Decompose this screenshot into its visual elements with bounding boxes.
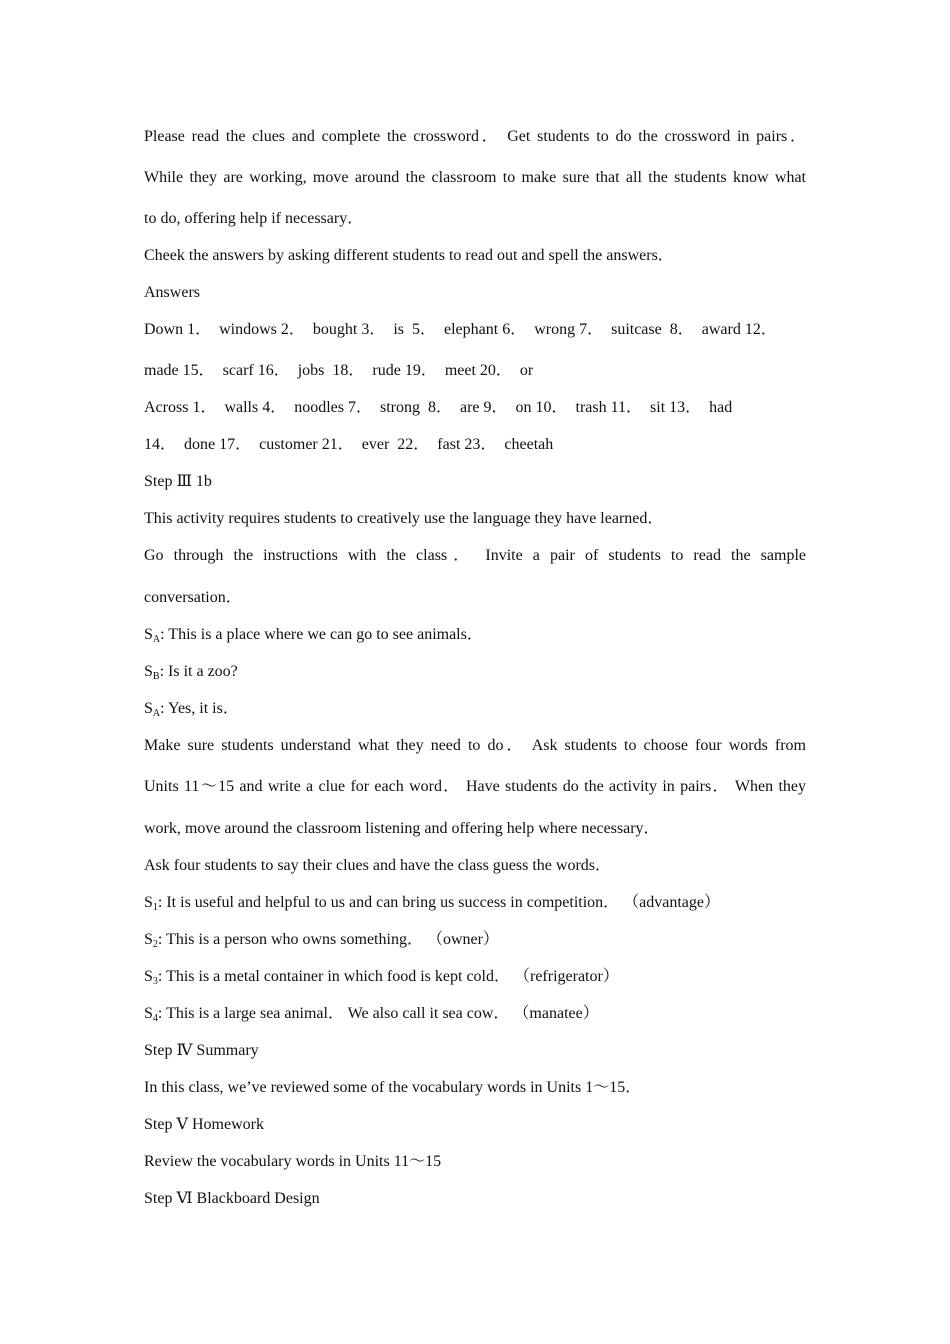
paragraph-line: Make sure students understand what they need to do． Ask students to choose four words from — [144, 737, 806, 754]
dialogue-text: : This is a place where we can go to see animals． — [160, 626, 483, 643]
step-heading: Step Ⅵ Blackboard Design — [144, 1190, 320, 1207]
answers-across-line: 14． done 17． customer 21． ever 22． fast 23． cheetah — [144, 436, 554, 453]
paragraph-line: Cheek the answers by asking different students to read out and spell the answers． — [144, 247, 674, 264]
paragraph-line: conversation． — [144, 589, 242, 606]
dialogue-line — [144, 662, 806, 682]
speaker: S — [144, 626, 153, 643]
speaker-subscript: A — [152, 708, 161, 719]
answers-heading: Answers — [144, 284, 200, 301]
speaker-subscript: A — [152, 634, 161, 645]
paragraph-line: While they are working, move around the classroom to make sure that all the students know what — [144, 169, 806, 186]
paragraph-line: to do, offering help if necessary． — [144, 210, 364, 227]
speaker-subscript: 1 — [152, 902, 158, 913]
speaker-subscript: 4 — [152, 1013, 158, 1024]
speaker: S — [144, 663, 153, 680]
step-heading: Step Ⅴ Homework — [144, 1116, 264, 1133]
speaker: S — [144, 700, 153, 717]
clue-line — [144, 893, 806, 913]
speaker: S — [144, 894, 153, 911]
answers-down-line: Down 1． windows 2． bought 3． is 5． elephant 6． wrong 7． suitcase 8． award 12． — [144, 321, 777, 338]
answers-across-line: Across 1． walls 4． noodles 7． strong 8． are 9． on 10． trash 11． sit 13． had — [144, 399, 733, 416]
speaker-subscript: 3 — [152, 976, 158, 987]
paragraph-line: In this class, we’ve reviewed some of the vocabulary words in Units 1～15． — [144, 1079, 642, 1096]
paragraph-line: Ask four students to say their clues and have the class guess the words． — [144, 857, 612, 874]
speaker: S — [144, 1005, 153, 1022]
clue-text: : This is a person who owns something． （owner） — [157, 931, 499, 948]
clue-line — [144, 930, 806, 950]
paragraph-line: Please read the clues and complete the crossword． Get students to do the crossword in pairs． — [144, 128, 807, 145]
clue-line — [144, 967, 806, 987]
clue-text: : This is a large sea animal． We also call it sea cow． （manatee） — [157, 1005, 599, 1022]
dialogue-line — [144, 699, 806, 719]
speaker-subscript: B — [152, 671, 160, 682]
answers-down-line: made 15． scarf 16． jobs 18． rude 19． meet 20． or — [144, 362, 534, 379]
dialogue-text: : Yes, it is． — [160, 700, 239, 717]
speaker: S — [144, 931, 153, 948]
step-heading: Step Ⅳ Summary — [144, 1042, 259, 1059]
dialogue-text: : Is it a zoo? — [159, 663, 238, 680]
paragraph-line: Units 11～15 and write a clue for each word． Have students do the activity in pairs． When they — [144, 778, 806, 795]
clue-text: : This is a metal container in which food is kept cold． （refrigerator） — [157, 968, 619, 985]
speaker-subscript: 2 — [152, 939, 158, 950]
clue-line — [144, 1004, 806, 1024]
speaker: S — [144, 968, 153, 985]
paragraph-line: Go through the instructions with the class． Invite a pair of students to read the sample — [144, 547, 806, 564]
paragraph-line: work, move around the classroom listening and offering help where necessary． — [144, 820, 660, 837]
dialogue-line — [144, 625, 806, 645]
clue-text: : It is useful and helpful to us and can bring us success in competition． （advantage） — [157, 894, 721, 911]
paragraph-line: This activity requires students to creatively use the language they have learned． — [144, 510, 664, 527]
paragraph-line: Review the vocabulary words in Units 11～15 — [144, 1153, 442, 1170]
step-heading: Step Ⅲ 1b — [144, 473, 212, 490]
